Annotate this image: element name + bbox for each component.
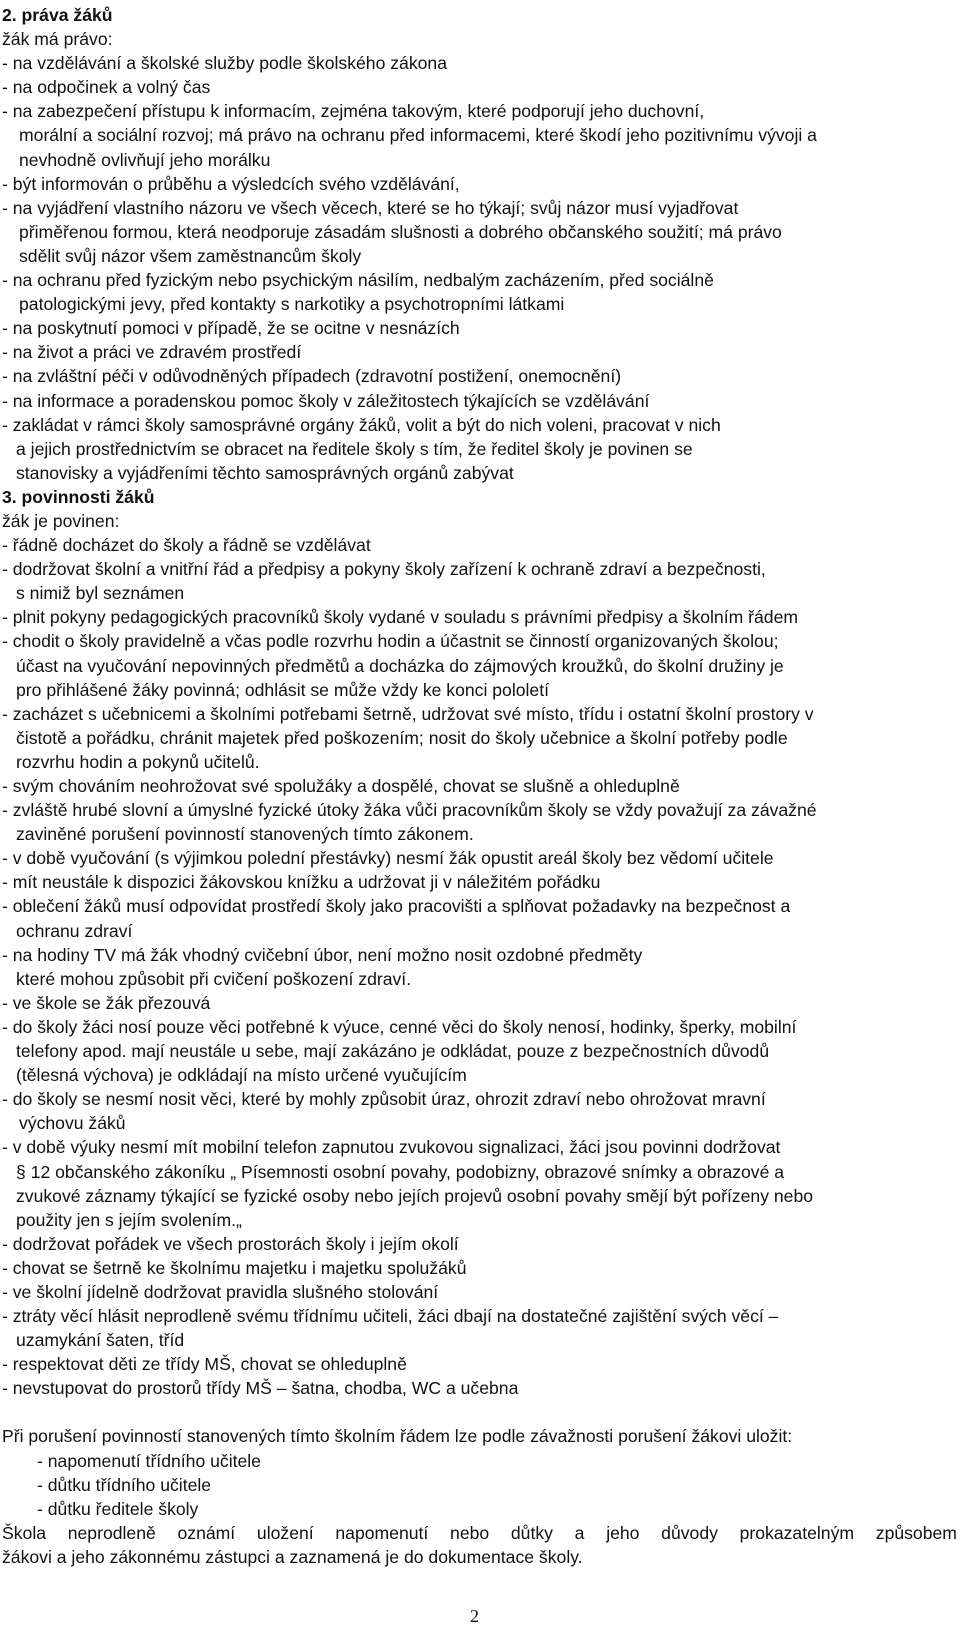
duties-line: - zacházet s učebnicemi a školními potřebami šetrně, udržovat své místo, třídu i ostatní školní prostory v xyxy=(2,703,814,724)
duties-line: - oblečení žáků musí odpovídat prostředí školy jako pracovišti a splňovat požadavky na bezpečnost a xyxy=(2,896,791,917)
rights-line: - na poskytnutí pomoci v případě, že se ocitne v nesnázích xyxy=(2,318,460,339)
duties-line: - svým chováním neohrožovat své spolužáky a dospělé, chovat se slušně a ohleduplně xyxy=(2,776,680,796)
closing-justified-line xyxy=(2,1521,957,1545)
closing-word: jeho xyxy=(606,1522,640,1543)
closing-word: oznámí xyxy=(177,1522,236,1543)
duties-line: - ztráty věcí hlásit neprodleně svému třídnímu učiteli, žáci dbají na dostatečné zajištění svých věcí – xyxy=(2,1306,779,1327)
rights-line: - na informace a poradenskou pomoc školy v záležitostech týkajících se vzdělávání xyxy=(2,390,650,411)
penalty-item: - napomenutí třídního učitele xyxy=(37,1450,261,1471)
rights-line: - na vzdělávání a školské služby podle školského zákona xyxy=(2,53,447,74)
duties-line: které mohou způsobit při cvičení poškození zdraví. xyxy=(16,968,412,989)
duties-line: - mít neustále k dispozici žákovskou knížku a udržovat ji v náležitém pořádku xyxy=(2,872,601,893)
duties-line: - v době vyučování (s výjimkou polední přestávky) nesmí žák opustit areál školy bez vědomí učitele xyxy=(2,848,774,869)
duties-line: s nimiž byl seznámen xyxy=(16,583,185,604)
rights-line: - na zvláštní péči v odůvodněných případech (zdravotní postižení, onemocnění) xyxy=(2,366,622,387)
duties-line: - dodržovat školní a vnitřní řád a předpisy a pokyny školy zařízení k ochraně zdraví a bezpečnosti, xyxy=(2,559,766,580)
duties-line: zaviněné porušení povinností stanovených tímto zákonem. xyxy=(16,824,474,845)
duties-line: pro přihlášené žáky povinná; odhlásit se může vždy ke konci pololetí xyxy=(16,679,549,700)
duties-line: - ve škole se žák přezouvá xyxy=(2,992,211,1013)
penalty-item: - důtku ředitele školy xyxy=(37,1498,199,1519)
rights-intro: žák má právo: xyxy=(2,29,113,50)
rights-line: - na odpočinek a volný čas xyxy=(2,77,211,98)
page-number: 2 xyxy=(470,1606,479,1626)
closing-word: uložení xyxy=(256,1522,314,1543)
penalty-item: - důtku třídního učitele xyxy=(37,1474,212,1495)
closing-word: důtky xyxy=(510,1522,553,1543)
duties-line: - do školy se nesmí nosit věci, které by mohly způsobit úraz, ohrozit zdraví nebo ohrožovat mravní xyxy=(2,1089,766,1110)
rights-line: a jejich prostřednictvím se obracet na ředitele školy s tím, že ředitel školy je povinen se xyxy=(16,438,693,459)
rights-line: nevhodně ovlivňují jeho morálku xyxy=(19,149,271,170)
duties-line: telefony apod. mají neustále u sebe, mají zakázáno je odkládat, pouze z bezpečnostních důvodů xyxy=(16,1041,770,1062)
closing-word: Škola xyxy=(2,1522,47,1543)
closing-word: a xyxy=(574,1522,585,1543)
document-body xyxy=(2,3,957,1569)
duties-line: - chovat se šetrně ke školnímu majetku i majetku spolužáků xyxy=(2,1257,467,1278)
duties-line: - na hodiny TV má žák vhodný cvičební úbor, není možno nosit ozdobné předměty xyxy=(2,944,643,965)
duties-line: - chodit o školy pravidelně a včas podle rozvrhu hodin a účastnit se činností organizovaných školou; xyxy=(2,631,779,652)
rights-line: patologickými jevy, před kontakty s narkotiky a psychotropními látkami xyxy=(19,294,565,315)
duties-line: zvukové záznamy týkající se fyzické osoby nebo jejích projevů osobní povahy smějí být pořízeny nebo xyxy=(16,1185,814,1206)
duties-line: - plnit pokyny pedagogických pracovníků školy vydané v souladu s právními předpisy a školním řádem xyxy=(2,607,799,628)
duties-line: použity jen s jejím svolením.„ xyxy=(16,1209,242,1230)
closing-last-line: žákovi a jeho zákonnému zástupci a zaznamená je do dokumentace školy. xyxy=(2,1546,583,1567)
duties-line: čistotě a pořádku, chránit majetek před poškozením; nosit do školy učebnice a školní potřeby podle xyxy=(16,727,788,748)
penalties-intro: Při porušení povinností stanovených tímto školním řádem lze podle závažnosti porušení žákovi uložit: xyxy=(2,1426,793,1447)
duties-line: - řádně docházet do školy a řádně se vzdělávat xyxy=(2,535,371,556)
duties-line: - do školy žáci nosí pouze věci potřebné k výuce, cenné věci do školy nenosí, hodinky, šperky, mobilní xyxy=(2,1016,797,1037)
duties-line: uzamykání šaten, tříd xyxy=(16,1330,185,1351)
duties-line: rozvrhu hodin a pokynů učitelů. xyxy=(16,751,260,772)
duties-line: - respektovat děti ze třídy MŠ, chovat se ohleduplně xyxy=(2,1354,407,1375)
duties-intro: žák je povinen: xyxy=(2,510,120,531)
closing-word: důvody xyxy=(661,1522,718,1543)
duties-line: - zvláště hrubé slovní a úmyslné fyzické útoky žáka vůči pracovníkům školy se vždy považují za závažné xyxy=(2,800,817,821)
duties-line: - nevstupovat do prostorů třídy MŠ – šatna, chodba, WC a učebna xyxy=(2,1378,519,1399)
closing-word: neprodleně xyxy=(67,1522,156,1543)
section-heading-duties: 3. povinnosti žáků xyxy=(2,486,155,507)
rights-line: - na život a práci ve zdravém prostředí xyxy=(2,342,302,363)
closing-word: prokazatelným xyxy=(739,1522,855,1543)
closing-word: způsobem xyxy=(875,1522,957,1543)
duties-line: - v době výuky nesmí mít mobilní telefon zapnutou zvukovou signalizaci, žáci jsou povinni dodržovat xyxy=(2,1137,781,1158)
rights-line: sdělit svůj názor všem zaměstnancům školy xyxy=(19,245,362,266)
duties-line: § 12 občanského zákoníku „ Písemnosti osobní povahy, podobizny, obrazové snímky a obrazové a xyxy=(16,1161,785,1182)
rights-line: - zakládat v rámci školy samosprávné orgány žáků, volit a být do nich voleni, pracovat v nich xyxy=(2,414,721,435)
duties-line: výchovu žáků xyxy=(19,1113,126,1134)
closing-word: nebo xyxy=(450,1522,490,1543)
duties-line: účast na vyučování nepovinných předmětů a docházka do zájmových kroužků, do školní družiny je xyxy=(16,655,784,676)
duties-line: (tělesná výchova) je odkládají na místo určené vyučujícím xyxy=(16,1065,467,1086)
rights-line: stanovisky a vyjádřeními těchto samosprávných orgánů zabývat xyxy=(16,462,514,483)
rights-line: přiměřenou formou, která neodporuje zásadám slušnosti a dobrého občanského soužití; má právo xyxy=(19,221,782,242)
duties-line: - dodržovat pořádek ve všech prostorách školy i jejím okolí xyxy=(2,1233,459,1254)
rights-line: - na zabezpečení přístupu k informacím, zejména takovým, které podporují jeho duchovní, xyxy=(2,101,705,122)
duties-line: ochranu zdraví xyxy=(16,920,133,941)
blank-line xyxy=(2,1400,957,1424)
duties-line: - ve školní jídelně dodržovat pravidla slušného stolování xyxy=(2,1281,439,1302)
rights-line: - na ochranu před fyzickým nebo psychickým násilím, nedbalým zacházením, před sociálně xyxy=(2,270,714,291)
section-heading-rights: 2. práva žáků xyxy=(2,5,113,25)
rights-line: - na vyjádření vlastního názoru ve všech věcech, které se ho týkají; svůj názor musí vyjadřovat xyxy=(2,197,739,218)
rights-line: - být informován o průběhu a výsledcích svého vzdělávání, xyxy=(2,173,460,194)
closing-word: napomenutí xyxy=(335,1522,429,1543)
rights-line: morální a sociální rozvoj; má právo na ochranu před informacemi, které škodí jeho pozitivnímu vývoji a xyxy=(19,125,817,146)
